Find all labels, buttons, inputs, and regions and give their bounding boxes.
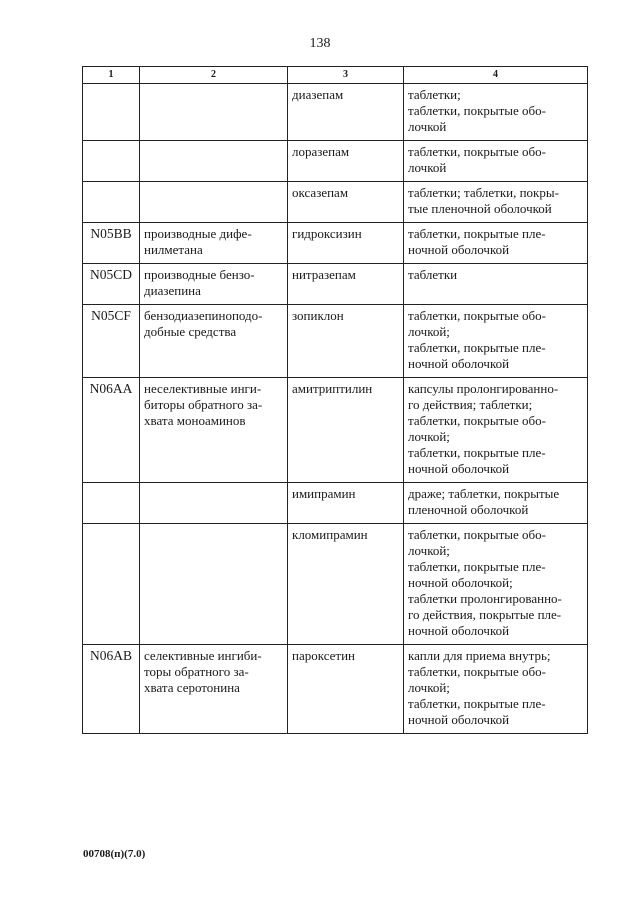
group-cell — [140, 182, 288, 223]
document-code: 00708(п)(7.0) — [83, 848, 146, 860]
dosage-form-line: капли для приема внутрь; — [408, 648, 551, 663]
dosage-form-line: таблетки, покрытые пле- — [408, 559, 546, 574]
dosage-form-line: таблетки, покрытые обо- — [408, 527, 546, 542]
group-line: хвата моноаминов — [144, 413, 246, 428]
dosage-form-line: лочкой; — [408, 680, 450, 695]
atc-code-cell — [83, 524, 140, 645]
drug-name-cell: амитриптилин — [288, 378, 404, 483]
dosage-form-line: таблетки; — [408, 87, 461, 102]
group-cell — [140, 524, 288, 645]
atc-code-cell: N06AB — [83, 645, 140, 734]
dosage-form-line: ночной оболочкой — [408, 712, 510, 727]
dosage-form-line: таблетки, покрытые обо- — [408, 664, 546, 679]
table-row — [83, 141, 588, 182]
column-header-3: 3 — [288, 67, 404, 84]
atc-code-cell: N05CD — [83, 264, 140, 305]
dosage-form-line: го действия; таблетки; — [408, 397, 533, 412]
atc-code-cell — [83, 182, 140, 223]
column-header-1: 1 — [83, 67, 140, 84]
dosage-form-line: лочкой; — [408, 543, 450, 558]
dosage-forms-cell — [404, 524, 588, 645]
drug-name-cell: имипрамин — [288, 483, 404, 524]
group-line: нилметана — [144, 242, 203, 257]
atc-code-cell — [83, 84, 140, 141]
dosage-form-line: го действия, покрытые пле- — [408, 607, 562, 622]
dosage-form-line: таблетки, покрытые пле- — [408, 340, 546, 355]
dosage-form-line: лочкой; — [408, 324, 450, 339]
medication-table — [82, 66, 588, 734]
table-row — [83, 305, 588, 378]
dosage-form-line: таблетки, покрытые пле- — [408, 445, 546, 460]
column-header-2: 2 — [140, 67, 288, 84]
atc-code-cell — [83, 483, 140, 524]
dosage-forms-cell — [404, 378, 588, 483]
group-cell — [140, 305, 288, 378]
drug-name-cell: пароксетин — [288, 645, 404, 734]
drug-name-cell: оксазепам — [288, 182, 404, 223]
dosage-form-line: таблетки, покрытые обо- — [408, 103, 546, 118]
column-header-4: 4 — [404, 67, 588, 84]
group-cell — [140, 378, 288, 483]
group-line: торы обратного за- — [144, 664, 249, 679]
table-row — [83, 182, 588, 223]
dosage-form-line: тые пленочной оболочкой — [408, 201, 552, 216]
dosage-form-line: лочкой; — [408, 429, 450, 444]
dosage-form-line: лочкой — [408, 119, 447, 134]
group-line: неселективные инги- — [144, 381, 262, 396]
dosage-form-line: ночной оболочкой — [408, 356, 510, 371]
table-row — [83, 483, 588, 524]
drug-name-cell: диазепам — [288, 84, 404, 141]
dosage-form-line: ночной оболочкой; — [408, 575, 513, 590]
dosage-form-line: таблетки, покрытые обо- — [408, 144, 546, 159]
table-body — [83, 84, 588, 734]
group-line: хвата серотонина — [144, 680, 240, 695]
dosage-forms-cell — [404, 223, 588, 264]
header-row — [83, 67, 588, 84]
page-number: 138 — [309, 36, 331, 51]
atc-code-cell: N05BB — [83, 223, 140, 264]
dosage-form-line: таблетки — [408, 267, 458, 282]
group-cell — [140, 84, 288, 141]
table-row — [83, 524, 588, 645]
group-line: производные дифе- — [144, 226, 252, 241]
atc-code-cell: N06AA — [83, 378, 140, 483]
dosage-form-line: таблетки, покрытые обо- — [408, 413, 546, 428]
dosage-forms-cell — [404, 182, 588, 223]
group-line: селективные ингиби- — [144, 648, 262, 663]
table-row — [83, 223, 588, 264]
group-cell — [140, 223, 288, 264]
dosage-forms-cell — [404, 84, 588, 141]
dosage-form-line: таблетки, покрытые пле- — [408, 226, 546, 241]
dosage-form-line: драже; таблетки, покрытые — [408, 486, 560, 501]
drug-name-cell: кломипрамин — [288, 524, 404, 645]
dosage-form-line: капсулы пролонгированно- — [408, 381, 559, 396]
dosage-form-line: таблетки, покрытые пле- — [408, 696, 546, 711]
group-cell — [140, 264, 288, 305]
group-line: диазепина — [144, 283, 201, 298]
group-line: производные бензо- — [144, 267, 255, 282]
dosage-forms-cell — [404, 483, 588, 524]
group-line: биторы обратного за- — [144, 397, 263, 412]
dosage-forms-cell — [404, 264, 588, 305]
dosage-forms-cell — [404, 141, 588, 182]
dosage-form-line: таблетки пролонгированно- — [408, 591, 562, 606]
dosage-form-line: ночной оболочкой — [408, 461, 510, 476]
dosage-form-line — [408, 283, 583, 299]
drug-name-cell: нитразепам — [288, 264, 404, 305]
table-row — [83, 84, 588, 141]
dosage-form-line: ночной оболочкой — [408, 242, 510, 257]
table-row — [83, 264, 588, 305]
table-row — [83, 378, 588, 483]
drug-name-cell: зопиклон — [288, 305, 404, 378]
dosage-forms-cell — [404, 645, 588, 734]
group-cell — [140, 141, 288, 182]
dosage-forms-cell — [404, 305, 588, 378]
dosage-form-line: таблетки, покрытые обо- — [408, 308, 546, 323]
group-cell — [140, 645, 288, 734]
drug-name-cell: гидроксизин — [288, 223, 404, 264]
group-cell — [140, 483, 288, 524]
drug-name-cell: лоразепам — [288, 141, 404, 182]
dosage-form-line: пленочной оболочкой — [408, 502, 529, 517]
group-line: добные средства — [144, 324, 237, 339]
dosage-form-line: лочкой — [408, 160, 447, 175]
atc-code-cell: N05CF — [83, 305, 140, 378]
table-row — [83, 645, 588, 734]
atc-code-cell — [83, 141, 140, 182]
group-line: бензодиазепиноподо- — [144, 308, 263, 323]
dosage-form-line: таблетки; таблетки, покры- — [408, 185, 559, 200]
dosage-form-line: ночной оболочкой — [408, 623, 510, 638]
